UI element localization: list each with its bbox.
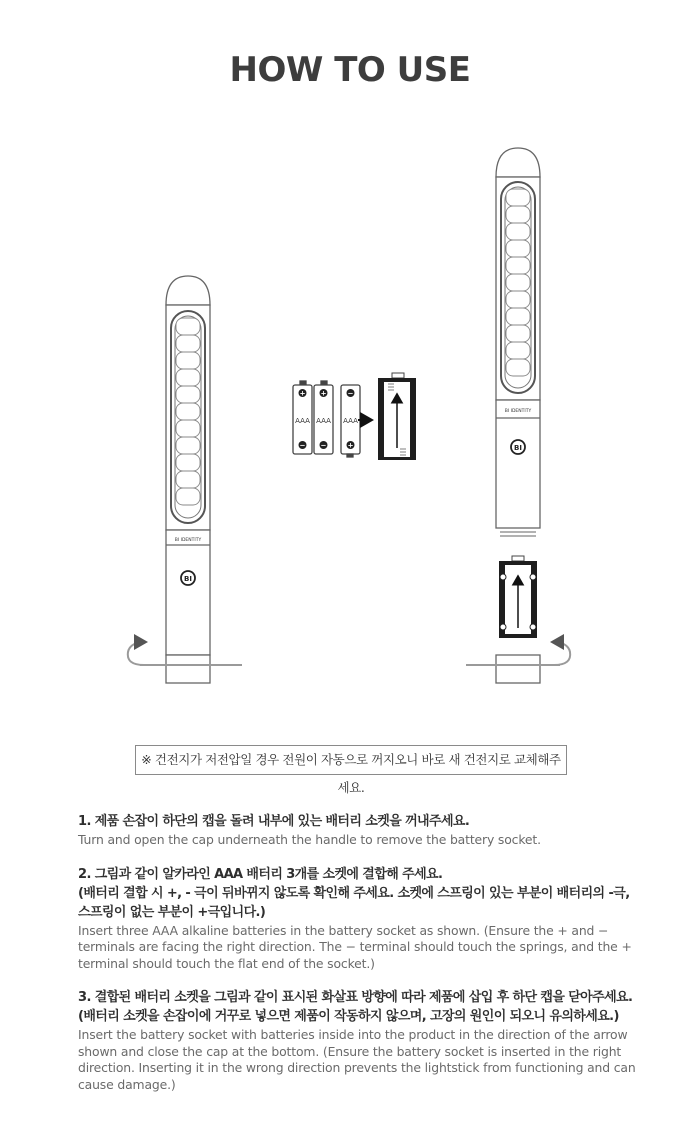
battery-label-3: AAA xyxy=(343,417,358,425)
minus-sign-2: − xyxy=(320,441,327,450)
step-3 xyxy=(78,988,638,1093)
step-2-korean-line-3: 스프링이 없는 부분이 +극입니다.) xyxy=(78,904,266,920)
step-1-english: Turn and open the cap underneath the handle to remove the battery socket. xyxy=(78,832,541,847)
step-2-korean-line-1: 2. 그림과 같이 알카라인 AAA 배터리 3개를 소켓에 결합해 주세요. xyxy=(78,866,443,882)
battery-label-1: AAA xyxy=(295,417,310,425)
brand-text-left: BI IDENTITY xyxy=(174,538,202,543)
page-title: HOW TO USE xyxy=(229,50,471,90)
plus-sign-2: + xyxy=(320,389,327,398)
bi-logo-right: BI xyxy=(514,444,522,452)
step-1-korean-line-1: 1. 제품 손잡이 하단의 캡을 돌려 내부에 있는 배터리 소켓을 꺼내주세요. xyxy=(78,814,470,829)
step-3-english: Insert the battery socket with batteries inside into the product in the direction of the arrow shown and close the cap at the bottom. (Ensure the battery socket is inserted in the right direction. Inserting it in the wrong direction prevents the lightstick from functioning and can cause damage.) xyxy=(78,1027,636,1092)
thread xyxy=(500,528,536,536)
step-2 xyxy=(78,865,638,973)
step-2-english: Insert three AAA alkaline batteries in the battery socket as shown. (Ensure the + and − terminals are facing the right direction. The − terminal should touch the springs, and the + terminal should touch the flat end of the socket.) xyxy=(78,922,632,971)
instruction-steps xyxy=(78,812,638,1109)
minus-sign-1: − xyxy=(299,441,306,450)
light-segments-right xyxy=(506,189,530,376)
battery-socket xyxy=(378,373,416,460)
bottom-cap xyxy=(496,655,540,683)
brand-text-right: BI IDENTITY xyxy=(504,409,532,414)
lightstick-left xyxy=(166,276,210,683)
step-3-korean-line-1: 3. 결합된 배터리 소켓을 그림과 같이 표시된 화살표 방향에 따라 제품에 삽입 후 하단 캡을 닫아주세요. xyxy=(78,990,633,1005)
step-1 xyxy=(78,812,638,849)
minus-sign-3: − xyxy=(347,389,354,398)
low-battery-notice: ※ 건전지가 저전압일 경우 전원이 자동으로 꺼지오니 바로 새 건전지로 교체해주세요. xyxy=(135,745,567,775)
step-3-korean-line-2: (배터리 소켓을 손잡이에 거꾸로 넣으면 제품이 작동하지 않으며, 고장의 원인이 되오니 유의하세요.) xyxy=(78,1009,619,1024)
plus-sign-1: + xyxy=(299,389,306,398)
lightstick-right xyxy=(496,148,540,528)
step-2-korean-line-2: (배터리 결합 시 +, - 극이 뒤바뀌지 않도록 확인해 주세요. 소켓에 스프링이 있는 부분이 배터리의 -극, xyxy=(78,885,630,901)
plus-sign-3: + xyxy=(347,441,354,450)
battery-label-2: AAA xyxy=(316,417,331,425)
light-segments-left xyxy=(176,318,200,505)
battery-socket-right xyxy=(499,556,537,638)
bi-logo-left: BI xyxy=(184,575,192,583)
